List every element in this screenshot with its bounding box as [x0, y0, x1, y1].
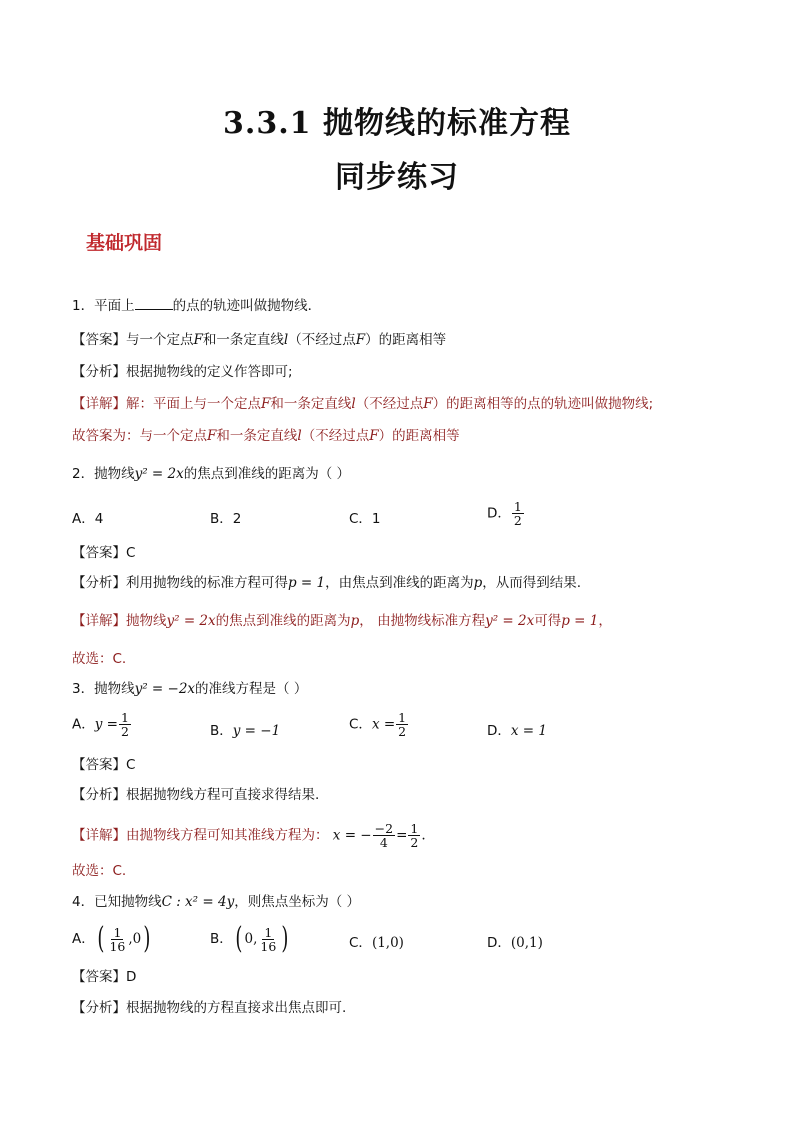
fraction: $\frac{1}{16}$	[260, 924, 277, 954]
q3-option-b: B．y = −1	[210, 723, 281, 739]
q1-therefore: 故答案为：与一个定点F和一条定直线l（不经过点F）的距离相等	[72, 428, 460, 444]
q2-option-a: A．4	[72, 511, 104, 527]
doc-subtitle: 同步练习	[335, 160, 459, 195]
q2-option-c: C．1	[349, 511, 381, 527]
q1-answer: 【答案】与一个定点F和一条定直线l（不经过点F）的距离相等	[72, 332, 447, 348]
question-1: 1．平面上 的点的轨迹叫做抛物线．	[72, 298, 322, 314]
fraction: $\frac{1}{2}$	[398, 710, 407, 739]
doc-title: 3.3.1 抛物线的标准方程	[223, 106, 571, 141]
q3-option-c: C．x = $\frac{1}{2}$	[349, 710, 407, 739]
q2-answer: 【答案】C	[72, 545, 136, 561]
answer-blank	[135, 297, 173, 310]
q4-option-d: D．(0,1)	[487, 935, 543, 951]
q4-analysis: 【分析】根据抛物线的方程直接求出焦点即可.	[72, 1000, 347, 1016]
q3-detail: 【详解】由抛物线方程可知其准线方程为： x = − $\frac{-2}{4}$ = $\frac{1}{2}$ .	[72, 821, 426, 850]
q2-analysis: 【分析】利用抛物线的标准方程可得p = 1，由焦点到准线的距离为p，从而得到结果.	[72, 575, 582, 591]
q4-answer: 【答案】D	[72, 969, 137, 985]
q4-option-a: A． ( $\frac{1}{16}$ ,0 )	[72, 921, 151, 956]
section-heading: 基础巩固	[86, 232, 163, 254]
fraction: $\frac{-2}{4}$	[374, 821, 394, 850]
question-4: 4．已知抛物线C : x² = 4y，则焦点坐标为（ ）	[72, 894, 360, 910]
fraction: $\frac{1}{2}$	[513, 499, 522, 528]
q2-option-d: D． $\frac{1}{2}$	[487, 499, 522, 528]
q2-option-b: B．2	[210, 511, 242, 527]
q3-result: 故选：C.	[72, 863, 127, 879]
q3-answer: 【答案】C	[72, 757, 136, 773]
q2-result: 故选：C.	[72, 651, 127, 667]
q4-option-c: C．(1,0)	[349, 935, 404, 951]
q3-analysis: 【分析】根据抛物线方程可直接求得结果.	[72, 787, 320, 803]
fraction: $\frac{1}{16}$	[109, 924, 126, 954]
fraction: $\frac{1}{2}$	[120, 710, 129, 739]
q3-option-d: D．x = 1	[487, 723, 548, 739]
question-3: 3．抛物线y² = −2x的准线方程是（ ）	[72, 681, 308, 697]
question-2: 2．抛物线y² = 2x的焦点到准线的距离为（ ）	[72, 466, 351, 482]
q3-option-a: A．y = $\frac{1}{2}$	[72, 710, 129, 739]
q1-analysis: 【分析】根据抛物线的定义作答即可;	[72, 364, 293, 380]
q1-detail: 【详解】解：平面上与一个定点F和一条定直线l（不经过点F）的距离相等的点的轨迹叫做抛物线;	[72, 396, 654, 412]
q4-option-b: B． ( 0, $\frac{1}{16}$ )	[210, 921, 289, 956]
q2-detail: 【详解】抛物线y² = 2x的焦点到准线的距离为p， 由抛物线标准方程y² = 2x可得p = 1，	[72, 613, 612, 629]
fraction: $\frac{1}{2}$	[410, 821, 419, 850]
